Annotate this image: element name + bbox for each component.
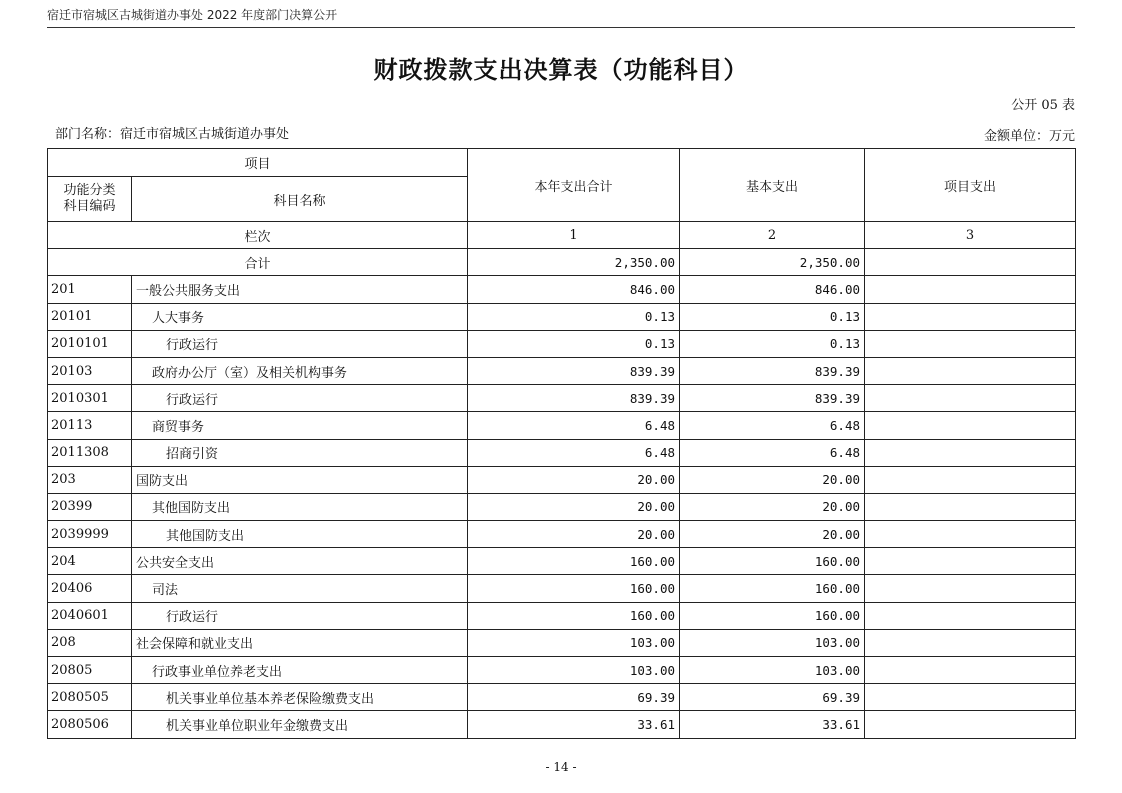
- row-basic: 839.39: [680, 357, 865, 384]
- form-code: 公开 05 表: [1011, 98, 1075, 113]
- row-basic: 846.00: [680, 276, 865, 303]
- row-name: 机关事业单位基本养老保险缴费支出: [132, 684, 468, 711]
- row-basic: 69.39: [680, 684, 865, 711]
- page-title: 财政拨款支出决算表（功能科目）: [373, 56, 749, 84]
- row-total: 103.00: [468, 629, 680, 656]
- row-basic: 103.00: [680, 629, 865, 656]
- row-basic: 6.48: [680, 439, 865, 466]
- row-project: [865, 357, 1076, 384]
- row-project: [865, 330, 1076, 357]
- row-total: 103.00: [468, 657, 680, 684]
- row-basic: 103.00: [680, 657, 865, 684]
- table-row: [48, 385, 1076, 412]
- row-name: 司法: [132, 575, 468, 602]
- row-total: 846.00: [468, 276, 680, 303]
- expenditure-table: [47, 148, 1076, 739]
- row-basic: 6.48: [680, 412, 865, 439]
- header-project-expenditure: 项目支出: [865, 149, 1076, 222]
- table-row: [48, 412, 1076, 439]
- row-code: 2039999: [48, 521, 132, 548]
- summary-project: [865, 249, 1076, 276]
- row-project: [865, 303, 1076, 330]
- row-code: 2080506: [48, 711, 132, 738]
- row-basic: 20.00: [680, 466, 865, 493]
- row-project: [865, 602, 1076, 629]
- row-name: 国防支出: [132, 466, 468, 493]
- header-code: 功能分类 科目编码: [48, 177, 132, 222]
- row-basic: 160.00: [680, 575, 865, 602]
- row-code: 203: [48, 466, 132, 493]
- row-code: 20101: [48, 303, 132, 330]
- header-total: 本年支出合计: [468, 149, 680, 222]
- row-code: 20399: [48, 493, 132, 520]
- header-name: 科目名称: [132, 177, 468, 222]
- row-project: [865, 629, 1076, 656]
- row-total: 33.61: [468, 711, 680, 738]
- row-code: 2040601: [48, 602, 132, 629]
- row-code: 20103: [48, 357, 132, 384]
- row-name: 一般公共服务支出: [132, 276, 468, 303]
- row-code: 20113: [48, 412, 132, 439]
- summary-basic: 2,350.00: [680, 249, 865, 276]
- header-rule: [47, 27, 1075, 28]
- row-total: 6.48: [468, 439, 680, 466]
- row-name: 其他国防支出: [132, 493, 468, 520]
- row-basic: 20.00: [680, 521, 865, 548]
- table-row: [48, 521, 1076, 548]
- row-code: 20805: [48, 657, 132, 684]
- amount-unit: 金额单位：万元: [983, 129, 1075, 144]
- table-row: [48, 602, 1076, 629]
- row-name: 行政事业单位养老支出: [132, 657, 468, 684]
- row-basic: 20.00: [680, 493, 865, 520]
- table-row: [48, 629, 1076, 656]
- row-project: [865, 493, 1076, 520]
- row-project: [865, 466, 1076, 493]
- summary-label: 合计: [48, 249, 468, 276]
- row-code: 201: [48, 276, 132, 303]
- row-project: [865, 521, 1076, 548]
- row-name: 行政运行: [132, 602, 468, 629]
- row-total: 20.00: [468, 493, 680, 520]
- row-project: [865, 385, 1076, 412]
- row-basic: 160.00: [680, 548, 865, 575]
- row-project: [865, 548, 1076, 575]
- row-total: 160.00: [468, 602, 680, 629]
- column-index-1: 1: [468, 222, 680, 249]
- row-project: [865, 575, 1076, 602]
- page-number: - 14 -: [545, 760, 577, 774]
- row-name: 政府办公厅（室）及相关机构事务: [132, 357, 468, 384]
- row-basic: 0.13: [680, 330, 865, 357]
- column-index-label: 栏次: [48, 222, 468, 249]
- row-code: 208: [48, 629, 132, 656]
- row-project: [865, 439, 1076, 466]
- row-code: 2010301: [48, 385, 132, 412]
- table-row: [48, 276, 1076, 303]
- running-header: 宿迁市宿城区古城街道办事处 2022 年度部门决算公开: [47, 8, 338, 22]
- table-row: [48, 466, 1076, 493]
- table-row: [48, 575, 1076, 602]
- row-total: 6.48: [468, 412, 680, 439]
- row-code: 2080505: [48, 684, 132, 711]
- row-code: 20406: [48, 575, 132, 602]
- table-row: [48, 493, 1076, 520]
- row-project: [865, 657, 1076, 684]
- row-project: [865, 276, 1076, 303]
- table-row: [48, 330, 1076, 357]
- row-total: 0.13: [468, 303, 680, 330]
- row-total: 160.00: [468, 575, 680, 602]
- row-name: 商贸事务: [132, 412, 468, 439]
- column-index-3: 3: [865, 222, 1076, 249]
- row-name: 机关事业单位职业年金缴费支出: [132, 711, 468, 738]
- row-basic: 0.13: [680, 303, 865, 330]
- row-name: 公共安全支出: [132, 548, 468, 575]
- table-row: [48, 711, 1076, 738]
- row-total: 20.00: [468, 466, 680, 493]
- row-basic: 160.00: [680, 602, 865, 629]
- row-name: 人大事务: [132, 303, 468, 330]
- row-basic: 839.39: [680, 385, 865, 412]
- row-project: [865, 412, 1076, 439]
- header-basic: 基本支出: [680, 149, 865, 222]
- row-name: 行政运行: [132, 385, 468, 412]
- row-name: 社会保障和就业支出: [132, 629, 468, 656]
- row-name: 行政运行: [132, 330, 468, 357]
- row-total: 69.39: [468, 684, 680, 711]
- column-index-2: 2: [680, 222, 865, 249]
- table-row: [48, 439, 1076, 466]
- row-code: 2010101: [48, 330, 132, 357]
- row-total: 0.13: [468, 330, 680, 357]
- table-row: [48, 684, 1076, 711]
- table-row: [48, 657, 1076, 684]
- department-name: 部门名称：宿迁市宿城区古城街道办事处: [55, 127, 290, 142]
- row-code: 2011308: [48, 439, 132, 466]
- table-row: [48, 357, 1076, 384]
- summary-total: 2,350.00: [468, 249, 680, 276]
- row-name: 其他国防支出: [132, 521, 468, 548]
- row-basic: 33.61: [680, 711, 865, 738]
- row-name: 招商引资: [132, 439, 468, 466]
- row-code: 204: [48, 548, 132, 575]
- row-total: 839.39: [468, 385, 680, 412]
- row-total: 160.00: [468, 548, 680, 575]
- row-total: 839.39: [468, 357, 680, 384]
- table-row: [48, 548, 1076, 575]
- header-project: 项目: [48, 149, 468, 177]
- row-project: [865, 711, 1076, 738]
- table-row: [48, 303, 1076, 330]
- row-project: [865, 684, 1076, 711]
- row-total: 20.00: [468, 521, 680, 548]
